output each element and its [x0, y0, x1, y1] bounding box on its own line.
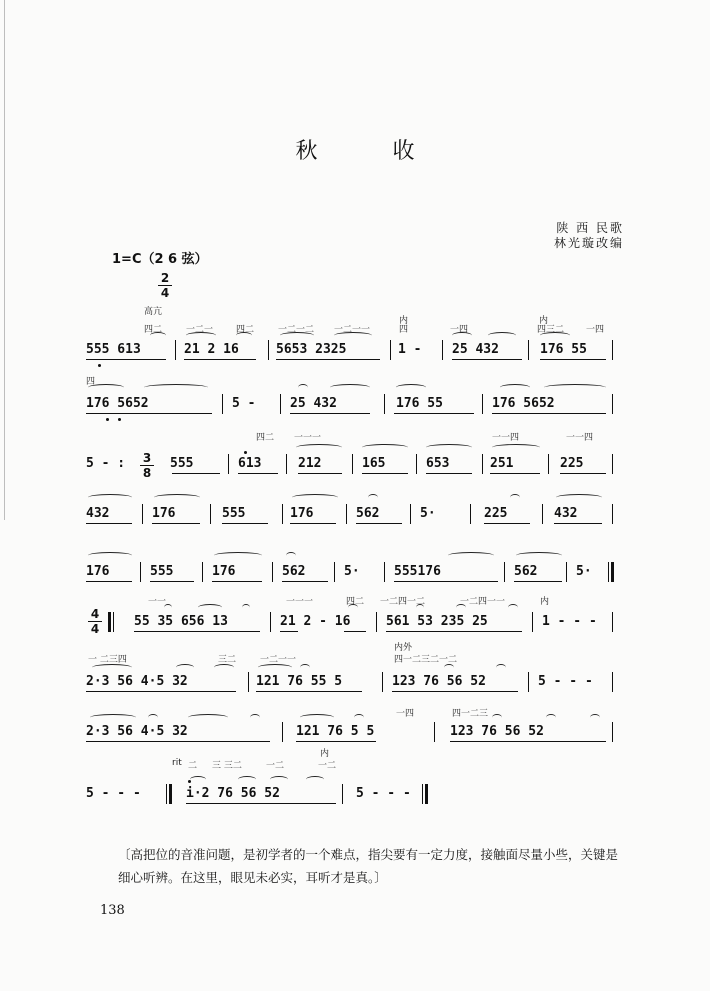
- bar-line: [612, 340, 613, 360]
- beam-underline: [392, 691, 518, 692]
- measure: 176: [152, 506, 176, 521]
- time-sig-top: 3: [142, 451, 152, 465]
- slur: [242, 604, 250, 611]
- string-mark: 四一二三二一二: [394, 655, 458, 665]
- measure: 123 76 56 52: [450, 724, 544, 739]
- measure: 176: [290, 506, 314, 521]
- slur: [88, 494, 132, 501]
- notation-row-5: [86, 564, 614, 580]
- bar-line: [268, 340, 269, 360]
- slur: [590, 714, 600, 721]
- octave-dot: [98, 364, 101, 367]
- slur: [496, 664, 506, 671]
- measure: 25 432: [452, 342, 499, 357]
- bar-line: [442, 340, 443, 360]
- bar-line: [542, 504, 543, 524]
- slur: [556, 494, 602, 501]
- bar-line: [272, 562, 273, 582]
- slur: [508, 604, 518, 611]
- beam-underline: [86, 523, 132, 524]
- bar-line: [482, 394, 483, 414]
- slur: [198, 604, 222, 611]
- slur: [176, 664, 194, 671]
- string-mark: 四二: [236, 325, 255, 335]
- beam-underline: [184, 359, 256, 360]
- nei-mark: 内: [320, 749, 330, 759]
- string-mark: 一四: [586, 325, 605, 335]
- bar-line: [612, 612, 613, 632]
- measure: 251: [490, 456, 514, 471]
- beam-underline: [86, 691, 236, 692]
- time-sig-top: 4: [90, 607, 100, 621]
- bar-line: [352, 454, 353, 474]
- slur: [510, 494, 520, 501]
- slur: [334, 332, 372, 339]
- string-mark: 一二一一: [334, 325, 371, 335]
- slur: [148, 714, 158, 721]
- slur: [330, 384, 370, 391]
- measure: 555 613: [86, 342, 141, 357]
- beam-underline: [452, 359, 522, 360]
- slur: [416, 604, 424, 611]
- slur: [368, 494, 378, 501]
- measure: 2·3 56 4·5 32: [86, 724, 188, 739]
- beam-underline: [426, 473, 472, 474]
- key-signature: 1=C（2 6 弦）: [112, 252, 208, 267]
- time-sig-top: 2: [160, 271, 170, 285]
- nei-mark-2: 内: [539, 316, 549, 326]
- measure: 562: [356, 506, 380, 521]
- slur: [444, 664, 454, 671]
- beam-underline: [290, 413, 370, 414]
- bar-line: [548, 454, 549, 474]
- string-mark: 一二四一二: [380, 597, 426, 607]
- measure: 5·: [420, 506, 436, 521]
- measure: 432: [86, 506, 110, 521]
- octave-dot: [244, 451, 247, 454]
- beam-underline: [290, 523, 336, 524]
- slur: [214, 552, 262, 559]
- slur: [258, 664, 292, 671]
- beam-underline: [386, 631, 522, 632]
- slur: [306, 776, 324, 783]
- measure: 21 2 - 16: [280, 614, 351, 629]
- slur: [492, 714, 502, 721]
- measure: 5 - - -: [356, 786, 411, 801]
- string-mark: 二: [188, 761, 198, 771]
- neiwai-mark: 内外: [394, 643, 413, 653]
- string-mark: 一 二三四: [88, 655, 127, 665]
- bar-line: [470, 504, 471, 524]
- measure: 55 35 656 13: [134, 614, 228, 629]
- bar-line: [334, 562, 335, 582]
- page-number: 138: [100, 903, 125, 918]
- measure: 653: [426, 456, 450, 471]
- measure: 5 - - -: [538, 674, 593, 689]
- slur: [348, 604, 358, 611]
- slur: [292, 494, 338, 501]
- time-sig-bottom: 4: [160, 286, 170, 300]
- slur: [164, 604, 172, 611]
- bar-line: [504, 562, 505, 582]
- string-mark: 四三二: [537, 325, 565, 335]
- measure: 176 5652: [492, 396, 555, 411]
- measure: 1 - - -: [542, 614, 597, 629]
- string-mark: 四二: [346, 597, 365, 607]
- beam-underline: [492, 413, 606, 414]
- string-mark: 三二: [218, 655, 237, 665]
- beam-underline: [186, 803, 336, 804]
- bar-line: [175, 340, 176, 360]
- slur: [488, 332, 516, 339]
- footnote: 〔高把位的音准问题，是初学者的一个难点，指尖要有一定力度，接触面尽量小些，关键是细心听辨。在这里，眼见未必实，耳听才是真。〕: [118, 847, 619, 885]
- string-mark: 一二一一: [260, 655, 297, 665]
- notation-row-2: [86, 396, 614, 412]
- slur: [362, 444, 408, 451]
- slur: [540, 332, 570, 339]
- measure: 123 76 56 52: [392, 674, 486, 689]
- octave-dot: [106, 418, 109, 421]
- bar-line: [248, 672, 249, 692]
- bar-line: [566, 562, 567, 582]
- slur: [188, 714, 228, 721]
- beam-underline: [394, 581, 498, 582]
- octave-dot: [188, 780, 191, 783]
- string-mark: 四: [86, 377, 96, 387]
- bar-line: [612, 394, 613, 414]
- beam-underline: [356, 523, 402, 524]
- slur: [516, 552, 562, 559]
- measure: 613: [238, 456, 262, 471]
- notation-row-7: [86, 674, 614, 690]
- beam-underline: [450, 741, 606, 742]
- slur: [544, 384, 606, 391]
- string-mark: 四: [399, 325, 409, 335]
- beam-underline: [222, 523, 268, 524]
- beam-underline: [362, 473, 408, 474]
- beam-underline: [282, 581, 328, 582]
- beam-underline: [86, 581, 132, 582]
- beam-underline: [540, 359, 606, 360]
- bar-line: [376, 612, 377, 632]
- nei-mark: 内: [399, 316, 409, 326]
- measure: 225: [560, 456, 584, 471]
- beam-underline: [238, 473, 278, 474]
- string-mark: 一一一: [294, 433, 322, 443]
- rit-mark: rit: [172, 758, 182, 768]
- bar-line: [612, 722, 613, 742]
- bar-line: [612, 454, 613, 474]
- slur: [238, 776, 256, 783]
- notation-row-3: [86, 456, 614, 472]
- beam-underline: [560, 473, 606, 474]
- measure: 562: [282, 564, 306, 579]
- beam-underline: [276, 359, 380, 360]
- page-edge-line: [4, 0, 5, 520]
- beam-underline: [514, 581, 562, 582]
- measure: 121 76 55 5: [256, 674, 343, 689]
- slur: [426, 444, 472, 451]
- slur: [300, 714, 334, 721]
- beam-underline: [172, 473, 220, 474]
- bar-line: [140, 562, 141, 582]
- measure: 5 - :: [86, 456, 126, 471]
- string-mark: 四一二三: [452, 709, 489, 719]
- slur: [214, 664, 234, 671]
- measure: 212: [298, 456, 322, 471]
- slur: [286, 552, 296, 559]
- notation-row-6: [86, 614, 614, 630]
- bar-line: [222, 394, 223, 414]
- measure: 1 -: [398, 342, 422, 357]
- beam-underline: [554, 523, 602, 524]
- bar-line: [228, 454, 229, 474]
- beam-underline: [150, 581, 194, 582]
- string-mark: 三 三二: [212, 761, 242, 771]
- string-mark: 一二: [318, 761, 337, 771]
- measure: 561 53 235 25: [386, 614, 488, 629]
- beam-underline: [86, 359, 166, 360]
- measure: 5 - - -: [86, 786, 141, 801]
- slur: [456, 604, 466, 611]
- beam-underline: [86, 413, 212, 414]
- bar-line: [282, 722, 283, 742]
- slur: [250, 714, 260, 721]
- final-bar-line-thick: [425, 784, 428, 804]
- string-mark: 一一一: [286, 597, 314, 607]
- string-mark: 一二一二: [278, 325, 315, 335]
- arranger-credit: 林光璇改编: [553, 236, 624, 250]
- measure: 176 55: [540, 342, 587, 357]
- beam-underline: [490, 473, 540, 474]
- measure: 5 -: [232, 396, 256, 411]
- slur: [298, 384, 308, 391]
- bar-line: [434, 722, 435, 742]
- repeat-end-bar: [166, 784, 167, 804]
- slur: [150, 332, 166, 339]
- beam-underline: [296, 741, 376, 742]
- slur: [500, 384, 530, 391]
- nei-mark: 内: [540, 597, 550, 607]
- bar-line: [342, 784, 343, 804]
- string-mark: 四二: [144, 325, 163, 335]
- gaohu-mark: 高亢: [144, 307, 163, 317]
- beam-underline: [256, 691, 362, 692]
- slur: [144, 384, 208, 391]
- measure: 176 5652: [86, 396, 149, 411]
- bar-line: [528, 340, 529, 360]
- bar-line: [482, 454, 483, 474]
- final-bar-line: [611, 562, 614, 582]
- string-mark: 一四: [450, 325, 469, 335]
- slur: [236, 332, 252, 339]
- slur: [354, 714, 364, 721]
- slur: [296, 444, 342, 451]
- measure: 176: [86, 564, 110, 579]
- source-credit: 陕 西 民歌: [556, 221, 624, 235]
- beam-underline: [212, 581, 262, 582]
- time-signature-2-4: [158, 272, 172, 299]
- bar-line: [532, 612, 533, 632]
- bar-line: [416, 454, 417, 474]
- final-bar-line: [422, 784, 423, 804]
- measure: 555: [222, 506, 246, 521]
- octave-dot: [118, 418, 121, 421]
- measure: 121 76 5 5: [296, 724, 375, 739]
- measure: 21 2 16: [184, 342, 239, 357]
- bar-line: [612, 672, 613, 692]
- slur: [448, 552, 494, 559]
- notation-row-1: [86, 342, 614, 358]
- slur: [154, 494, 200, 501]
- beam-underline: [298, 473, 342, 474]
- measure: 555: [150, 564, 174, 579]
- bar-line: [280, 394, 281, 414]
- bar-line: [390, 340, 391, 360]
- measure: 5·: [576, 564, 592, 579]
- beam-underline: [280, 631, 298, 632]
- beam-underline: [152, 523, 200, 524]
- slur: [270, 776, 288, 783]
- string-mark: 一四: [396, 709, 415, 719]
- notation-row-4: [86, 506, 614, 522]
- time-sig-bottom: 4: [90, 622, 100, 636]
- string-mark: 一一四: [566, 433, 594, 443]
- measure: 555176: [394, 564, 441, 579]
- measure: 165: [362, 456, 386, 471]
- bar-line: [612, 504, 613, 524]
- measure: i·2 76 56 52: [186, 786, 280, 801]
- string-mark: 一二: [266, 761, 285, 771]
- bar-line: [384, 394, 385, 414]
- beam-underline: [394, 413, 474, 414]
- slur: [186, 332, 216, 339]
- page-title: 秋 收: [295, 139, 449, 164]
- measure: 432: [554, 506, 578, 521]
- slur: [300, 664, 310, 671]
- measure: 176 55: [396, 396, 443, 411]
- string-mark: 一二四一一: [460, 597, 506, 607]
- bar-line: [346, 504, 347, 524]
- beam-underline: [86, 741, 270, 742]
- measure: 555: [170, 456, 194, 471]
- notation-row-8: [86, 724, 614, 740]
- measure: 25 432: [290, 396, 337, 411]
- measure: 5653 2325: [276, 342, 347, 357]
- beam-underline: [134, 631, 260, 632]
- bar-line: [142, 504, 143, 524]
- slur: [546, 714, 556, 721]
- slur: [88, 384, 124, 391]
- slur: [88, 552, 132, 559]
- string-mark: 一二一: [186, 325, 214, 335]
- bar-line: [608, 562, 609, 582]
- repeat-end-bar-thick: [169, 784, 172, 804]
- bar-line: [286, 454, 287, 474]
- string-mark: 一一四: [492, 433, 520, 443]
- slur: [280, 332, 314, 339]
- bar-line: [384, 562, 385, 582]
- slur: [452, 332, 472, 339]
- string-mark: 一一: [148, 597, 167, 607]
- slur: [396, 384, 426, 391]
- bar-line: [270, 612, 271, 632]
- bar-line: [282, 504, 283, 524]
- bar-line: [410, 504, 411, 524]
- string-mark: 四二: [256, 433, 275, 443]
- bar-line: [382, 672, 383, 692]
- measure: 225: [484, 506, 508, 521]
- slur: [190, 776, 206, 783]
- time-sig-bottom: 8: [142, 466, 152, 480]
- measure: 562: [514, 564, 538, 579]
- slur: [92, 664, 132, 671]
- bar-line: [528, 672, 529, 692]
- slur: [492, 444, 540, 451]
- bar-line: [202, 562, 203, 582]
- beam-underline: [344, 631, 366, 632]
- beam-underline: [484, 523, 530, 524]
- measure: 5·: [344, 564, 360, 579]
- slur: [90, 714, 136, 721]
- bar-line: [210, 504, 211, 524]
- measure: 2·3 56 4·5 32: [86, 674, 188, 689]
- measure: 176: [212, 564, 236, 579]
